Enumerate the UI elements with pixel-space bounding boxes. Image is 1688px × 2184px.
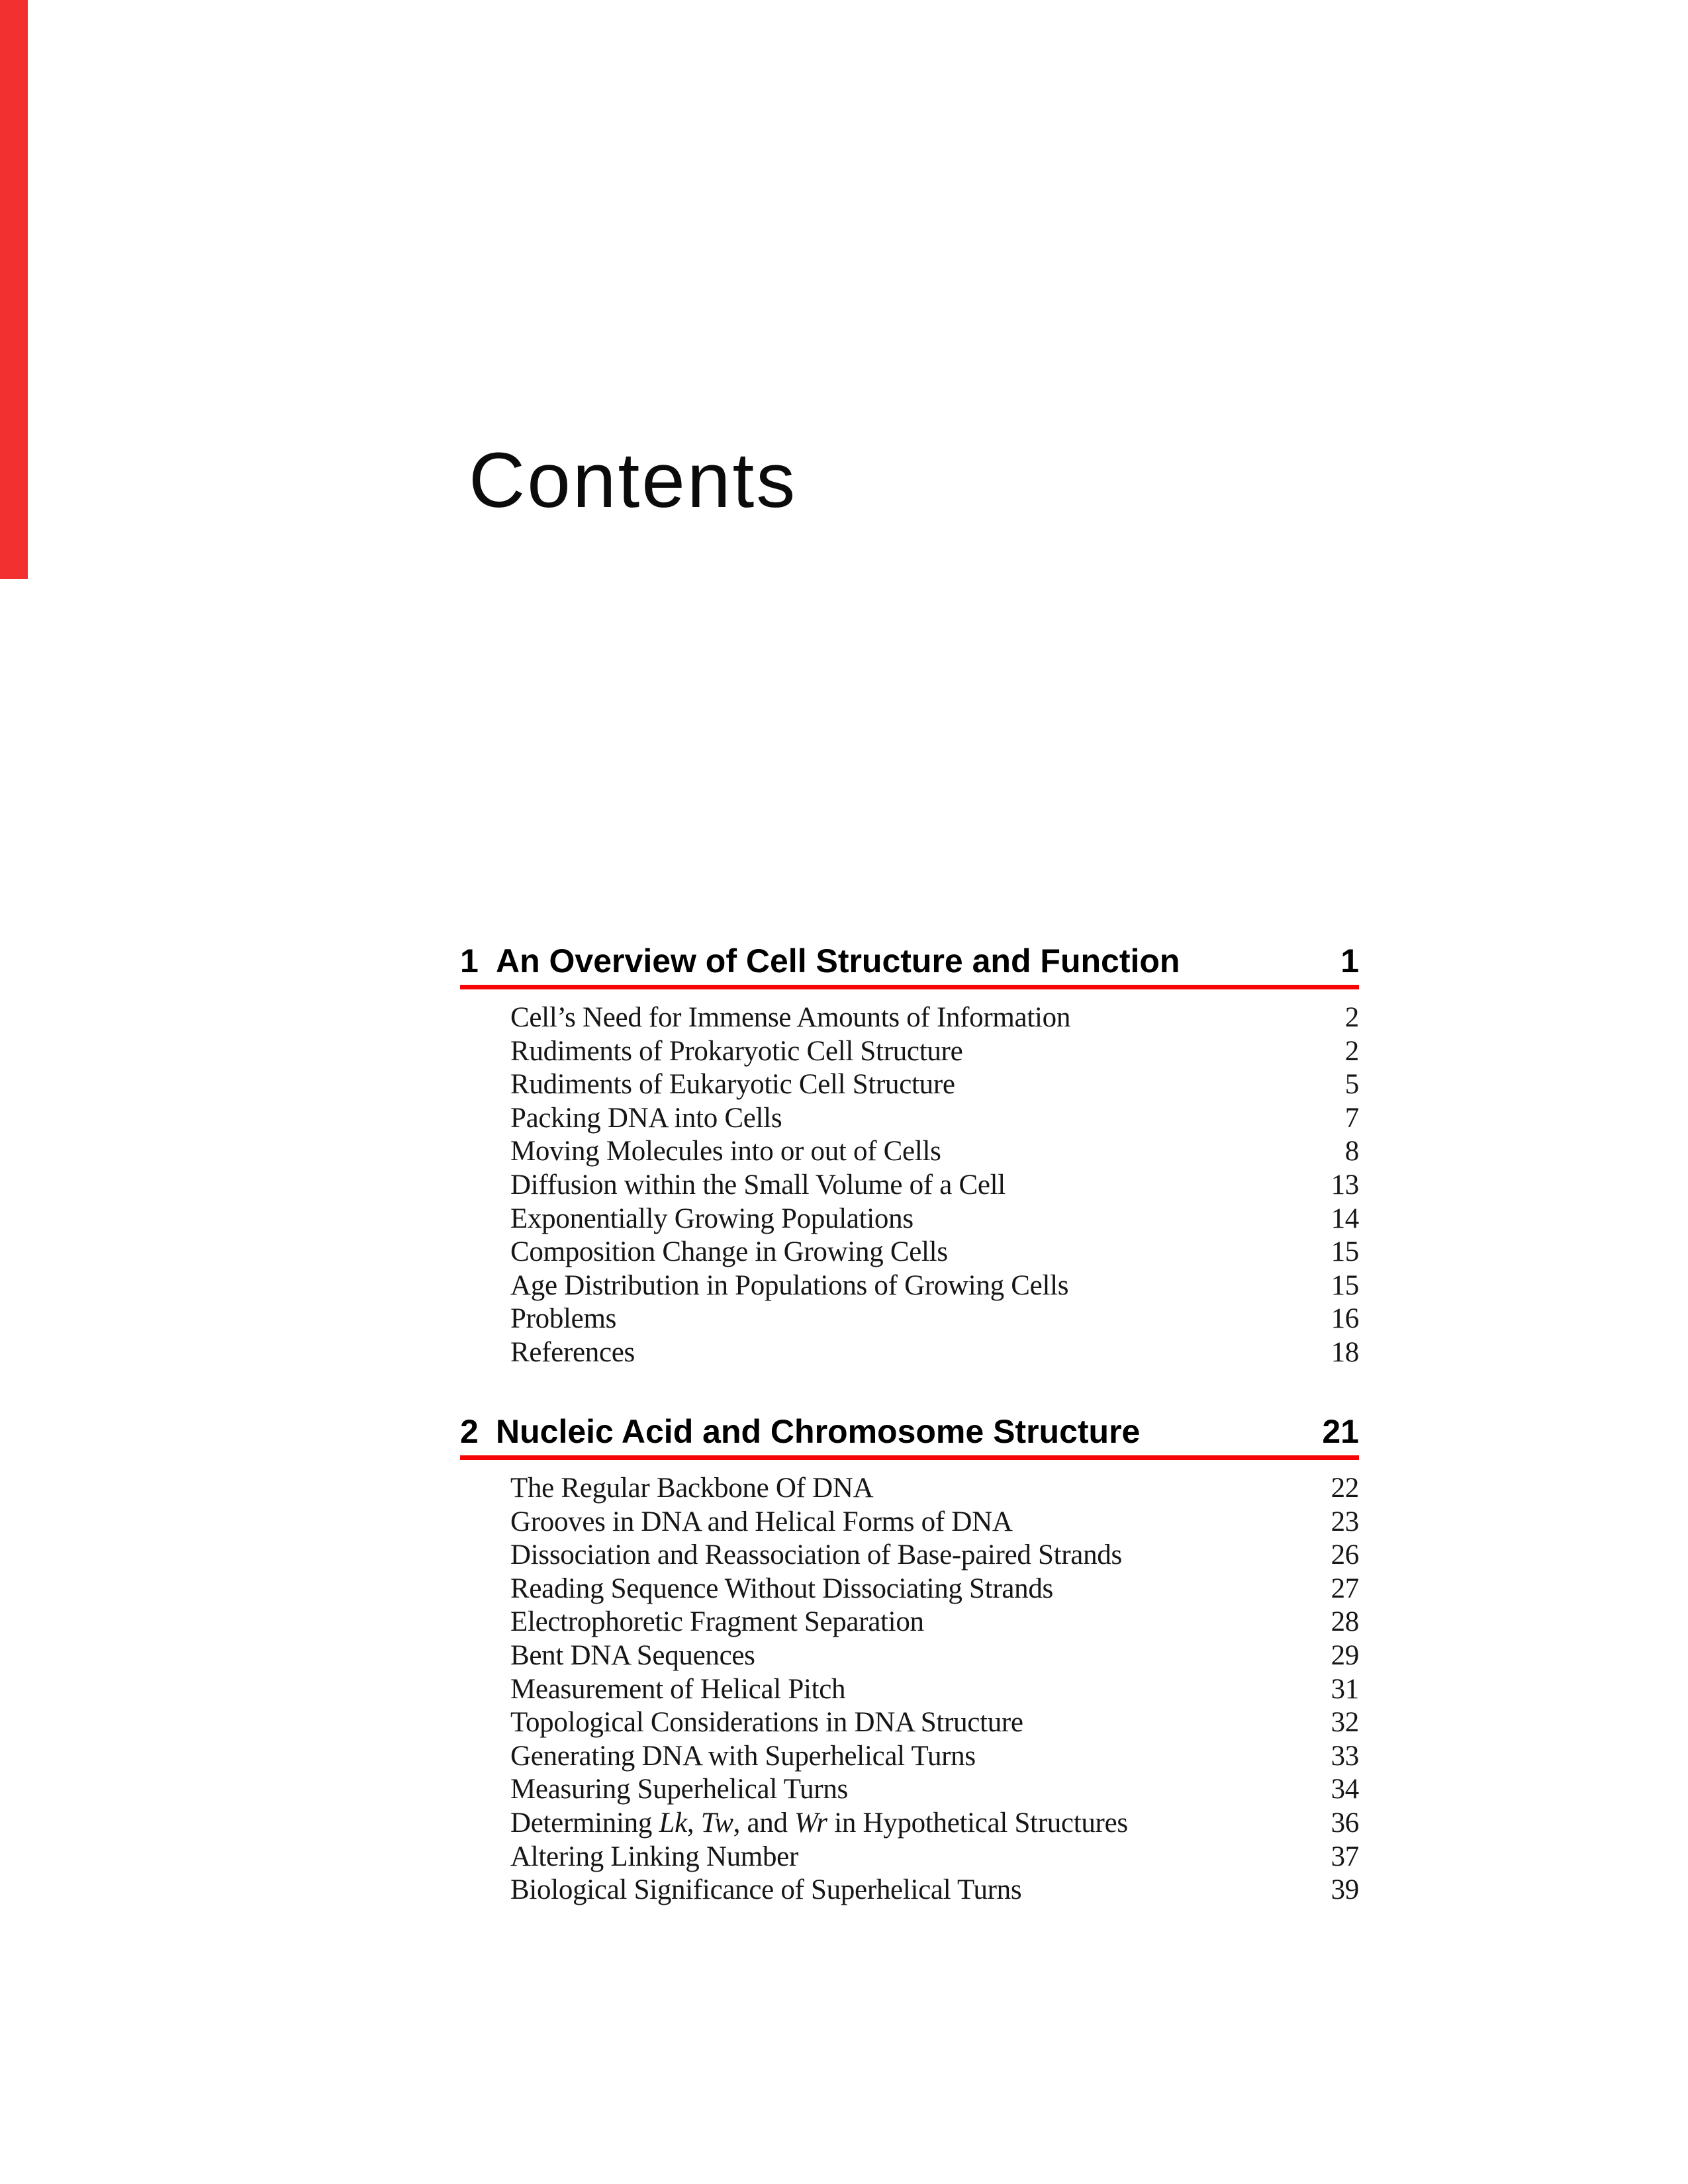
toc-entry xyxy=(460,1606,1359,1639)
chapter-page-number: 21 xyxy=(1322,1413,1359,1450)
entry-label: Packing DNA into Cells xyxy=(510,1102,782,1134)
entry-label: Biological Significance of Superhelical Turns xyxy=(510,1874,1022,1906)
entry-label: Problems xyxy=(510,1303,617,1335)
entry-page-number: 5 xyxy=(1344,1069,1359,1101)
toc-entry xyxy=(460,1506,1359,1539)
toc-entry xyxy=(460,1740,1359,1774)
toc-entry xyxy=(460,1203,1359,1236)
chapter-heading xyxy=(460,1414,1359,1449)
left-red-accent-bar xyxy=(0,0,28,579)
entry-label: Age Distribution in Populations of Growing Cells xyxy=(510,1269,1069,1301)
entry-label: Measurement of Helical Pitch xyxy=(510,1673,846,1705)
red-rule xyxy=(460,985,1359,989)
toc-entry xyxy=(460,1472,1359,1506)
entry-italic-segment: Lk xyxy=(659,1807,687,1839)
entry-page-number: 13 xyxy=(1331,1169,1359,1201)
entry-page-number: 15 xyxy=(1331,1269,1359,1301)
entry-page-number: 39 xyxy=(1331,1874,1359,1906)
entry-italic-segment: Tw xyxy=(700,1807,733,1839)
entry-italic-segment: Wr xyxy=(794,1807,827,1839)
entry-label: Measuring Superhelical Turns xyxy=(510,1774,848,1805)
toc-entry xyxy=(460,1572,1359,1606)
entry-page-number: 27 xyxy=(1331,1572,1359,1604)
toc-entry xyxy=(460,1807,1359,1841)
entry-page-number: 31 xyxy=(1331,1673,1359,1705)
entry-page-number: 26 xyxy=(1331,1539,1359,1571)
toc-entry xyxy=(460,1035,1359,1069)
entry-page-number: 7 xyxy=(1344,1102,1359,1134)
toc-entry xyxy=(460,1102,1359,1136)
chapter-section-2 xyxy=(460,1414,1359,1907)
entry-text-segment: , and xyxy=(733,1807,795,1839)
entry-label-with-italics xyxy=(460,1807,1331,1841)
entry-label: Reading Sequence Without Dissociating Strands xyxy=(510,1572,1053,1604)
toc-entry xyxy=(460,1001,1359,1035)
chapter-page-number: 1 xyxy=(1340,942,1359,979)
entry-page-number: 2 xyxy=(1344,1035,1359,1067)
toc-entry xyxy=(460,1841,1359,1874)
entry-label: Exponentially Growing Populations xyxy=(510,1203,914,1234)
entry-label: Topological Considerations in DNA Structure xyxy=(510,1707,1023,1739)
entry-page-number: 15 xyxy=(1331,1236,1359,1268)
entry-page-number: 16 xyxy=(1331,1303,1359,1335)
chapter-heading xyxy=(460,943,1359,979)
chapter-entries xyxy=(460,1472,1359,1907)
entry-label: Cell’s Need for Immense Amounts of Information xyxy=(510,1002,1071,1033)
toc-entry xyxy=(460,1336,1359,1370)
entry-page-number: 18 xyxy=(1331,1336,1359,1368)
entry-label: References xyxy=(510,1336,635,1368)
entry-label: Diffusion within the Small Volume of a Cell xyxy=(510,1169,1006,1201)
toc-entry xyxy=(460,1236,1359,1269)
entry-text-segment: , xyxy=(686,1807,701,1839)
chapter-number: 1 xyxy=(460,942,479,979)
entry-label: The Regular Backbone Of DNA xyxy=(510,1473,874,1504)
toc-entry xyxy=(460,1169,1359,1203)
entry-label: Generating DNA with Superhelical Turns xyxy=(510,1740,976,1772)
entry-page-number: 23 xyxy=(1331,1506,1359,1537)
chapter-entries xyxy=(460,1001,1359,1370)
entry-label: Electrophoretic Fragment Separation xyxy=(510,1606,924,1638)
entry-label: Bent DNA Sequences xyxy=(510,1639,755,1671)
page-title: Contents xyxy=(469,437,798,525)
entry-label: Rudiments of Eukaryotic Cell Structure xyxy=(510,1069,955,1101)
entry-page-number: 32 xyxy=(1331,1707,1359,1739)
toc-entry xyxy=(460,1135,1359,1169)
entry-text-segment: Determining xyxy=(510,1807,659,1839)
entry-label: Rudiments of Prokaryotic Cell Structure xyxy=(510,1035,963,1067)
entry-page-number: 22 xyxy=(1331,1473,1359,1504)
entry-page-number: 14 xyxy=(1331,1203,1359,1234)
red-rule xyxy=(460,1455,1359,1460)
entry-label: Altering Linking Number xyxy=(510,1841,798,1872)
entry-page-number: 34 xyxy=(1331,1774,1359,1805)
chapter-number: 2 xyxy=(460,1413,479,1450)
toc-entry xyxy=(460,1773,1359,1807)
toc-entry xyxy=(460,1269,1359,1303)
toc-entry xyxy=(460,1673,1359,1707)
chapter-title: An Overview of Cell Structure and Function xyxy=(496,942,1180,979)
entry-label: Grooves in DNA and Helical Forms of DNA xyxy=(510,1506,1013,1537)
toc-entry xyxy=(460,1068,1359,1102)
toc-entry xyxy=(460,1302,1359,1336)
entry-page-number: 29 xyxy=(1331,1639,1359,1671)
entry-page-number: 2 xyxy=(1344,1002,1359,1033)
toc-entry xyxy=(460,1539,1359,1572)
toc-entry xyxy=(460,1874,1359,1907)
entry-label: Moving Molecules into or out of Cells xyxy=(510,1136,941,1167)
chapter-section-1 xyxy=(460,943,1359,1370)
entry-page-number: 28 xyxy=(1331,1606,1359,1638)
chapter-title: Nucleic Acid and Chromosome Structure xyxy=(496,1413,1141,1450)
entry-label: Composition Change in Growing Cells xyxy=(510,1236,948,1268)
toc-entry xyxy=(460,1706,1359,1740)
entry-label: Dissociation and Reassociation of Base-paired Strands xyxy=(510,1539,1122,1571)
entry-page-number: 36 xyxy=(1331,1807,1359,1839)
toc-entry xyxy=(460,1639,1359,1673)
entry-page-number: 37 xyxy=(1331,1841,1359,1872)
entry-text-segment: in Hypothetical Structures xyxy=(827,1807,1128,1839)
entry-page-number: 8 xyxy=(1344,1136,1359,1167)
entry-page-number: 33 xyxy=(1331,1740,1359,1772)
